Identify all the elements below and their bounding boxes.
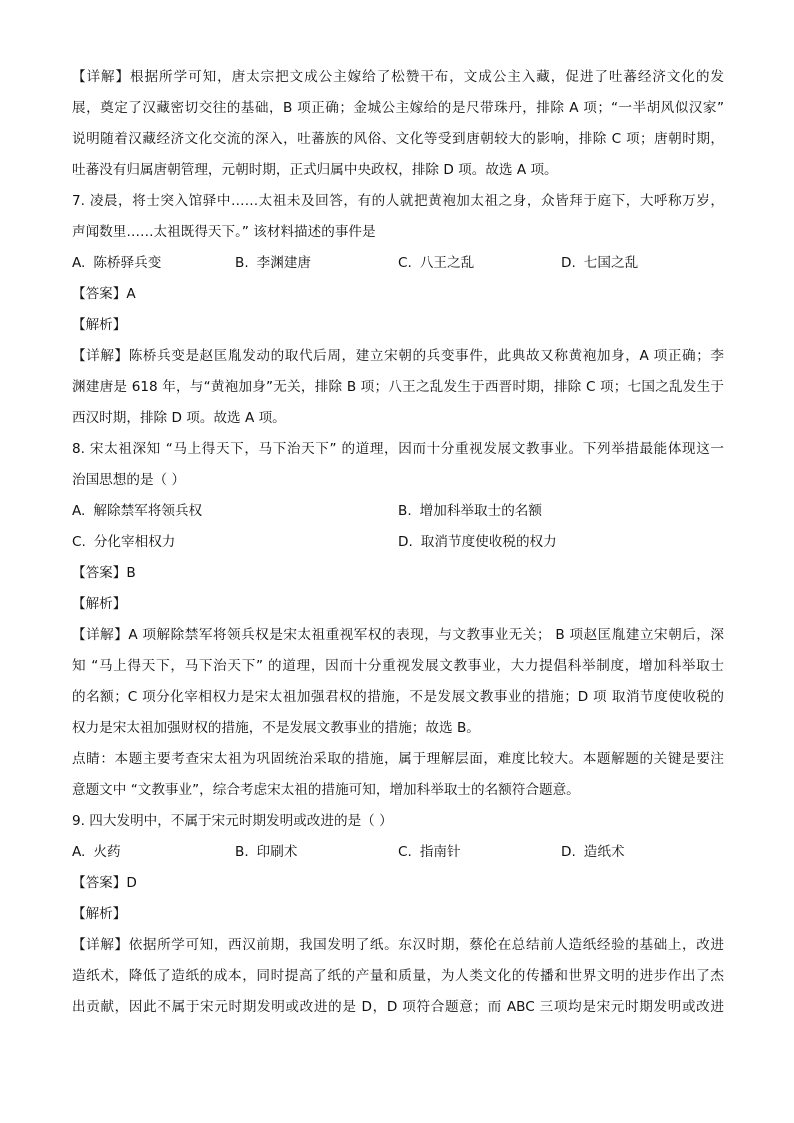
question-7 <box>72 186 724 434</box>
q8-detail-line-1: 【详解】A 项解除禁军将领兵权是宋太祖重视军权的表现，与文教事业无关； B 项赵匡胤建立宋朝后，深 <box>72 627 724 643</box>
q8-option-b: B. 增加科举取士的名额 <box>398 503 542 519</box>
q6-detail-line-1: 【详解】根据所学可知，唐太宗把文成公主嫁给了松赞干布，文成公主入藏，促进了吐蕃经济文化的发 <box>72 69 724 85</box>
q8-answer: 【答案】B <box>72 565 136 581</box>
q8-option-a: A. 解除禁军将领兵权 <box>72 503 203 519</box>
q7-options <box>72 248 724 279</box>
q8-detail-line-2: 知 “马上得天下，马下治天下” 的道理，因而十分重视发展文教事业，大力提倡科举制度，增加科举取士 <box>72 658 724 674</box>
q6-detail-line-4: 吐蕃没有归属唐朝管理，元朝时期，正式归属中央政权，排除 D 项。故选 A 项。 <box>72 162 558 178</box>
q7-option-b: B. 李渊建唐 <box>235 255 312 271</box>
q7-option-d: D. 七国之乱 <box>561 255 639 271</box>
q6-detail-line-3: 说明随着汉藏经济文化交流的深入，吐蕃族的风俗、文化等受到唐朝较大的影响，排除 C 项；唐朝时期， <box>72 131 724 147</box>
q7-analysis-heading: 【解析】 <box>72 317 127 333</box>
q7-stem-line-2: 声闻数里……太祖既得天下。” 该材料描述的事件是 <box>72 224 376 240</box>
q8-note-line-1: 点睛：本题主要考查宋太祖为巩固统治采取的措施，属于理解层面，难度比较大。本题解题的关键是要注 <box>72 751 724 767</box>
q9-option-b: B. 印刷术 <box>235 844 298 860</box>
q9-detail-line-3: 出贡献，因此不属于宋元时期发明或改进的是 D，D 项符合题意；而 ABC 三项均是宋元时期发明或改进 <box>72 999 724 1015</box>
q9-stem-line-1: 9. 四大发明中，不属于宋元时期发明或改进的是（ ） <box>72 813 393 829</box>
q7-option-c: C. 八王之乱 <box>398 255 475 271</box>
q7-detail-line-2: 渊建唐是 618 年，与“黄袍加身”无关，排除 B 项；八王之乱发生于西晋时期，排除 C 项；七国之乱发生于 <box>72 379 724 395</box>
q8-detail-line-4: 权力是宋太祖加强财权的措施，不是发展文教事业的措施；故选 B。 <box>72 720 480 736</box>
q6-detail-line-2: 展，奠定了汉藏密切交往的基础，B 项正确；金城公主嫁给的是尺带珠丹，排除 A 项；“一半胡风似汉家” <box>72 100 724 116</box>
q9-answer: 【答案】D <box>72 875 137 891</box>
q9-option-d: D. 造纸术 <box>561 844 625 860</box>
page-content <box>72 62 724 1023</box>
q9-detail-line-1: 【详解】依据所学可知，西汉前期，我国发明了纸。东汉时期，蔡伦在总结前人造纸经验的基础上，改进 <box>72 937 724 953</box>
q7-option-a: A. 陈桥驿兵变 <box>72 255 162 271</box>
q9-analysis-heading: 【解析】 <box>72 906 127 922</box>
q8-stem-line-1: 8. 宋太祖深知 “马上得天下，马下治天下” 的道理，因而十分重视发展文教事业。下列举措最能体现这一 <box>72 441 724 457</box>
q8-options-row-1 <box>72 496 724 527</box>
q7-answer: 【答案】A <box>72 286 136 302</box>
q8-option-d: D. 取消节度使收税的权力 <box>398 534 557 550</box>
q8-detail-line-3: 的名额；C 项分化宰相权力是宋太祖加强君权的措施，不是发展文教事业的措施；D 项 取消节度使收税的 <box>72 689 724 705</box>
q8-note-line-2: 意题文中 “文教事业”，综合考虑宋太祖的措施可知，增加科举取士的名额符合题意。 <box>72 782 580 798</box>
q9-option-c: C. 指南针 <box>398 844 461 860</box>
q7-detail-line-1: 【详解】陈桥兵变是赵匡胤发动的取代后周，建立宋朝的兵变事件，此典故又称黄袍加身，A 项正确；李 <box>72 348 724 364</box>
q7-detail-line-3: 西汉时期，排除 D 项。故选 A 项。 <box>72 410 286 426</box>
q9-options <box>72 837 724 868</box>
q8-options-row-2 <box>72 527 724 558</box>
q9-detail-line-2: 造纸术，降低了造纸的成本，同时提高了纸的产量和质量，为人类文化的传播和世界文明的进步作出了杰 <box>72 968 724 984</box>
question-9 <box>72 806 724 1023</box>
q8-option-c: C. 分化宰相权力 <box>72 534 176 550</box>
q7-stem-line-1: 7. 凌晨，将士突入馆驿中……太祖未及回答，有的人就把黄袍加太祖之身，众皆拜于庭下，大呼称万岁， <box>72 193 724 209</box>
q9-option-a: A. 火药 <box>72 844 121 860</box>
q6-detail <box>72 62 724 186</box>
q8-analysis-heading: 【解析】 <box>72 596 127 612</box>
question-8 <box>72 434 724 806</box>
q8-stem-line-2: 治国思想的是（ ） <box>72 472 186 488</box>
